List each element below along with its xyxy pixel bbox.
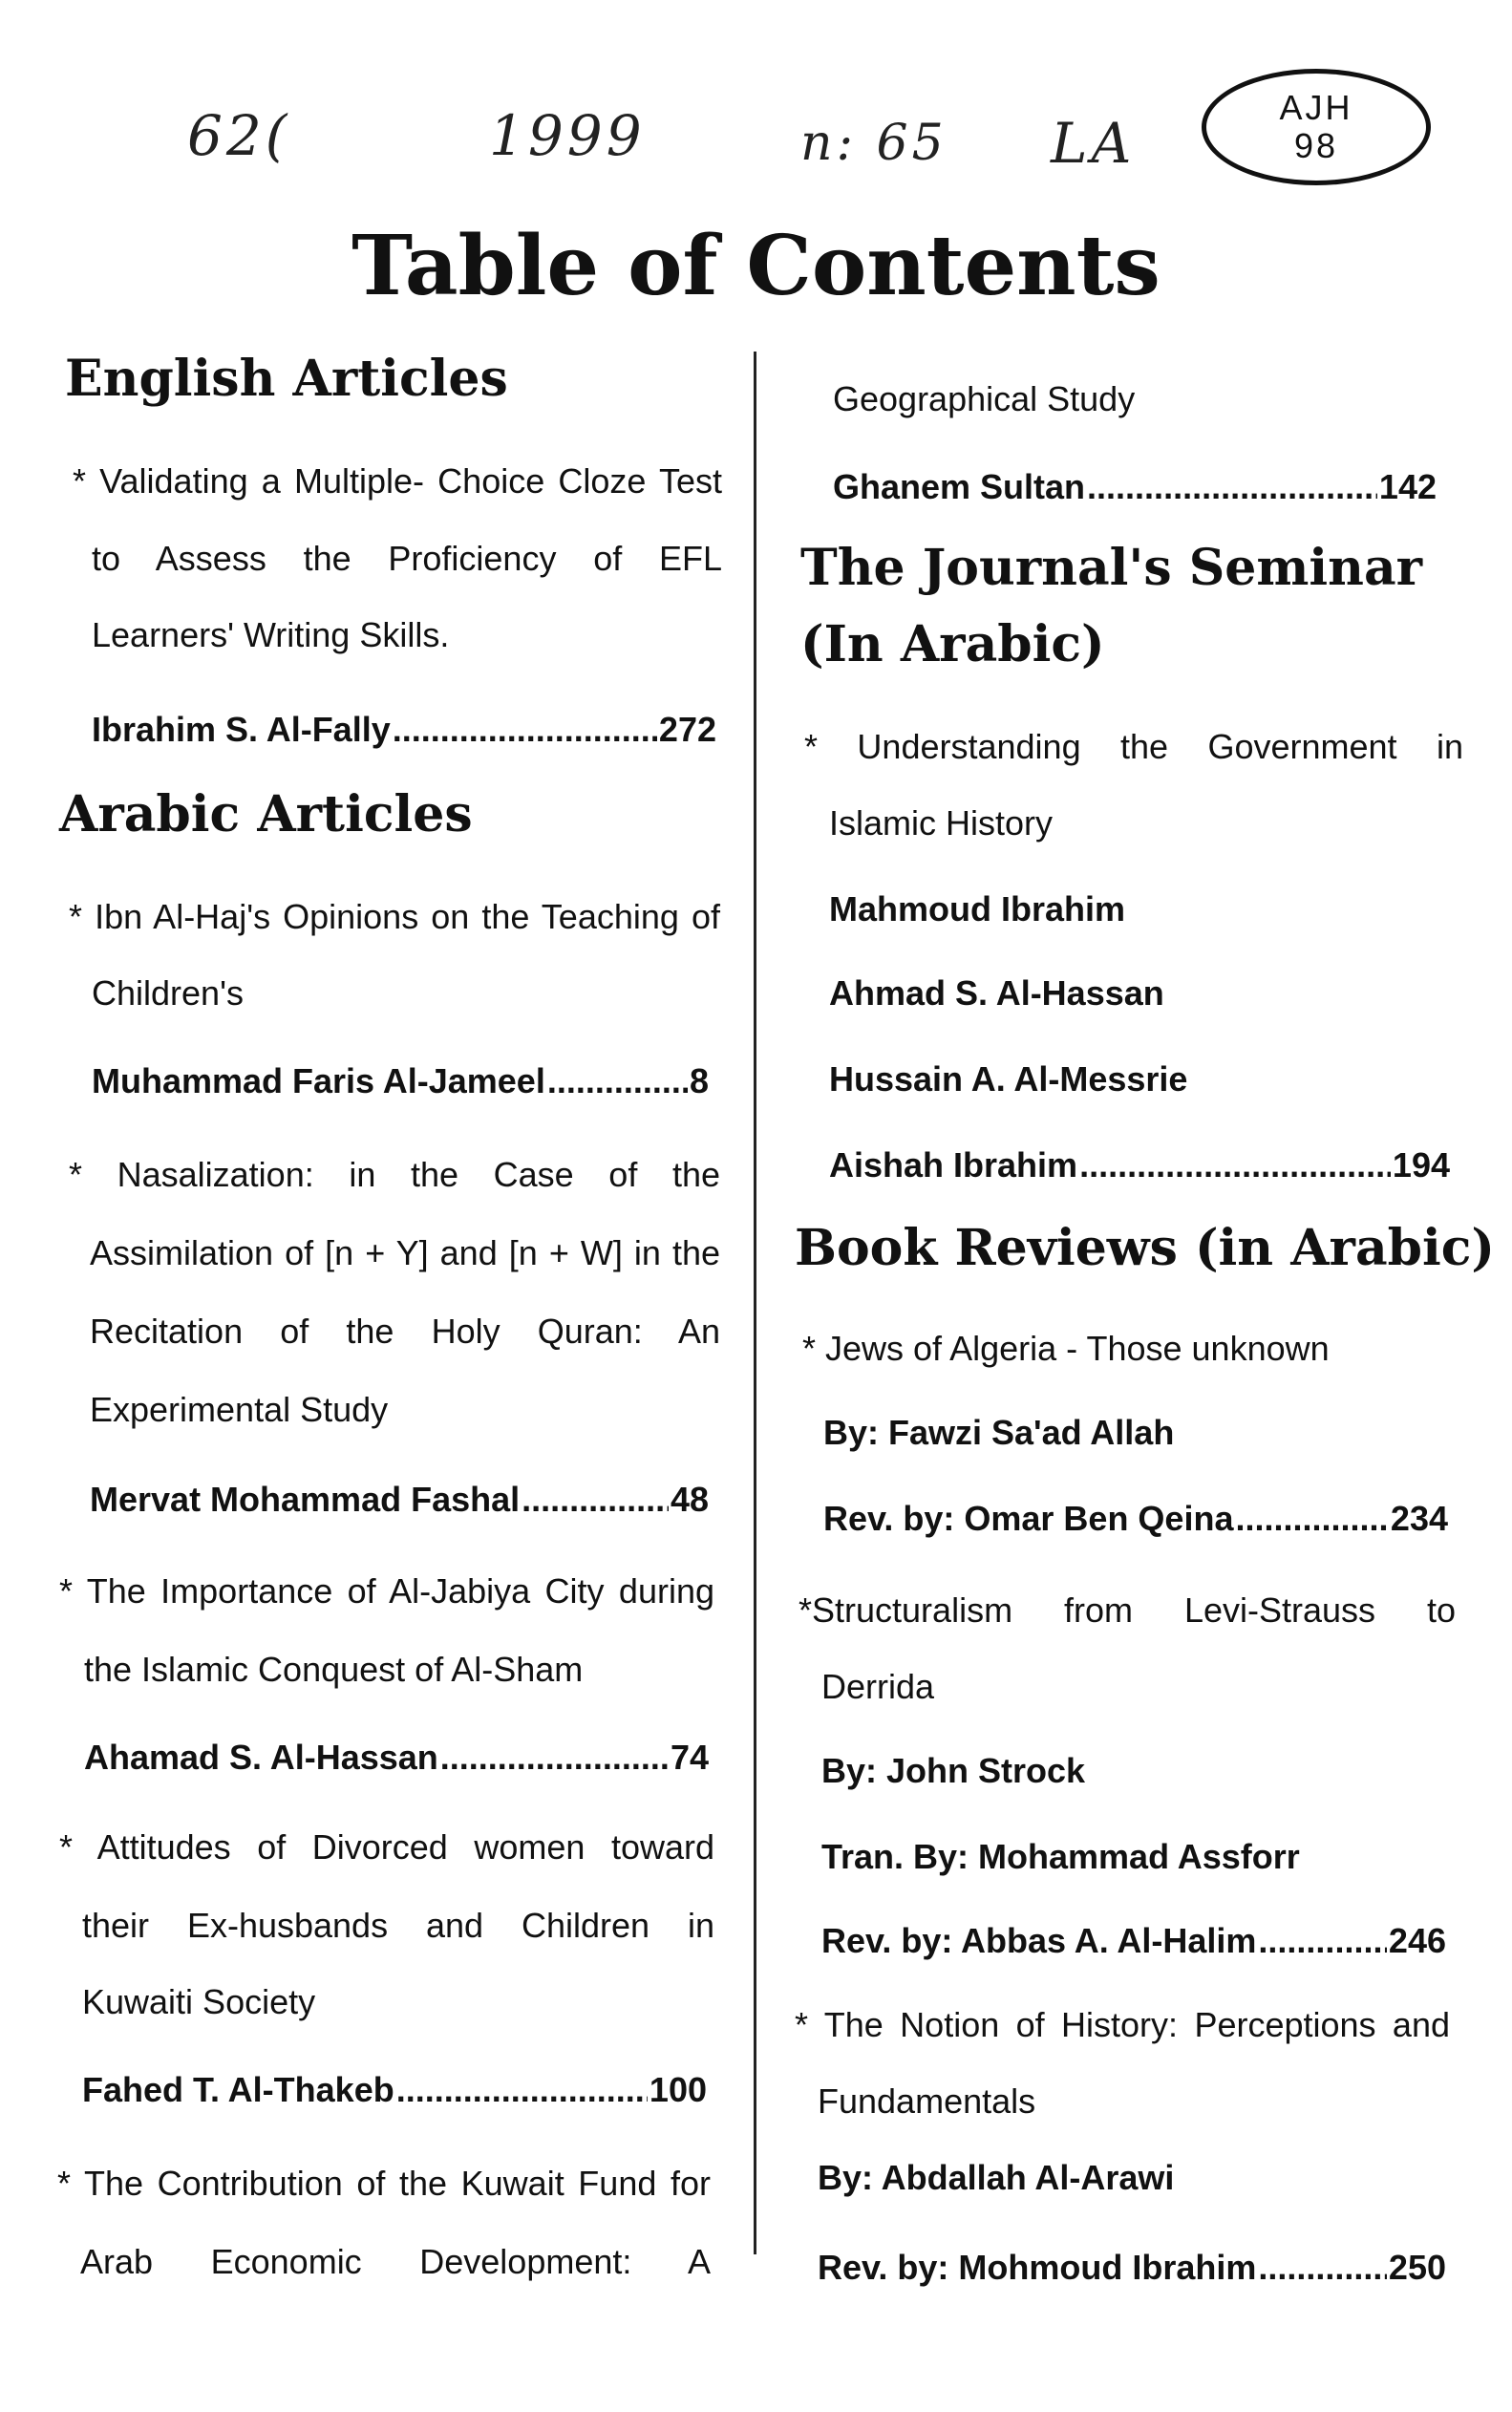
author-name: Muhammad Faris Al-Jameel [92,1061,545,1100]
toc-line: * The Contribution of the Kuwait Fund for [57,2164,711,2203]
page-number: 234 [1390,1499,1448,1538]
seminar-author: Mahmoud Ibrahim [829,889,1126,929]
toc-line: * Attitudes of Divorced women toward [59,1827,714,1867]
toc-line: Kuwaiti Society [82,1982,316,2021]
page-title: Table of Contents [351,218,1161,314]
toc-entry-author [82,2069,707,2111]
ajh-stamp [1202,69,1431,185]
leader-dots [547,1060,688,1102]
toc-line: Derrida [821,1667,935,1706]
author-name: Ahamad S. Al-Hassan [84,1738,438,1777]
leader-dots [393,709,657,751]
stamp-line-1: AJH [1279,88,1353,127]
toc-line: * Nasalization: in the Case of the [69,1155,720,1194]
seminar-author: Hussain A. Al-Messrie [829,1059,1188,1099]
toc-line: Fundamentals [818,2081,1036,2121]
handwritten-note-2: 1999 [489,103,646,168]
page-number: 74 [670,1738,709,1777]
toc-line: * The Importance of Al-Jabiya City during [59,1571,714,1611]
toc-entry-author [829,1144,1450,1186]
leader-dots [1258,1920,1387,1962]
english-articles-heading: English Articles [65,350,508,408]
author-name: Rev. by: Mohmoud Ibrahim [818,2248,1257,2287]
toc-line: * Understanding the Government in [804,727,1463,766]
toc-line: the Islamic Conquest of Al-Sham [84,1650,584,1689]
toc-line: Children's [92,973,244,1013]
review-by: By: Fawzi Sa'ad Allah [823,1413,1175,1452]
toc-entry-author [818,2247,1446,2289]
author-name: Aishah Ibrahim [829,1145,1078,1185]
toc-entry-author [84,1737,709,1779]
toc-line: * Ibn Al-Haj's Opinions on the Teaching of [69,897,720,936]
toc-line: Arab Economic Development: A [80,2242,711,2281]
toc-line: * Validating a Multiple- Choice Cloze Test [73,461,722,501]
page-number: 48 [670,1480,709,1519]
page-number: 194 [1392,1145,1450,1185]
review-by: By: John Strock [821,1751,1086,1790]
toc-line: Geographical Study [833,379,1136,418]
review-translator: Tran. By: Mohammad Assforr [821,1837,1300,1876]
stamp-line-2: 98 [1293,126,1339,165]
seminar-author: Ahmad S. Al-Hassan [829,973,1164,1013]
leader-dots [1087,466,1377,508]
toc-entry-author [823,1498,1448,1540]
author-name: Rev. by: Omar Ben Qeina [823,1499,1234,1538]
journal-seminar-heading: The Journal's Seminar [800,539,1423,597]
toc-line: Learners' Writing Skills. [92,615,450,654]
page-number: 250 [1388,2248,1446,2287]
handwritten-note-3: n: 65 [800,115,948,172]
toc-entry-author [92,1060,709,1102]
toc-line: * Jews of Algeria - Those unknown [802,1329,1330,1368]
leader-dots [440,1737,669,1779]
arabic-articles-heading: Arabic Articles [59,785,473,843]
author-name: Ibrahim S. Al-Fally [92,710,391,749]
toc-line: *Structuralism from Levi-Strauss to [799,1590,1456,1630]
author-name: Ghanem Sultan [833,467,1086,506]
handwritten-note-4: LA [1051,111,1136,176]
leader-dots [522,1479,669,1521]
toc-line: Recitation of the Holy Quran: An [90,1312,720,1351]
leader-dots [1079,1144,1391,1186]
toc-entry-author [92,709,716,751]
handwritten-note-1: 62( [187,103,291,168]
review-by: By: Abdallah Al-Arawi [818,2158,1175,2197]
toc-entry-author [833,466,1437,508]
journal-seminar-subheading: (In Arabic) [800,615,1105,673]
author-name: Rev. by: Abbas A. Al-Halim [821,1921,1257,1960]
toc-entry-author [821,1920,1446,1962]
page-number: 246 [1388,1921,1446,1960]
toc-entry-author [90,1479,709,1521]
toc-line: * The Notion of History: Perceptions and [795,2005,1450,2044]
page-number: 142 [1378,467,1437,506]
toc-line: Experimental Study [90,1390,389,1429]
toc-line: Assimilation of [n + Y] and [n + W] in the [90,1233,720,1272]
page-number: 100 [649,2070,707,2109]
toc-line: their Ex-husbands and Children in [82,1906,714,1945]
page-number: 272 [658,710,716,749]
leader-dots [1258,2247,1387,2289]
book-reviews-heading: Book Reviews (in Arabic) [795,1219,1496,1277]
toc-line: Islamic History [829,803,1054,843]
leader-dots [396,2069,648,2111]
column-divider [754,352,756,2254]
author-name: Mervat Mohammad Fashal [90,1480,521,1519]
leader-dots [1235,1498,1388,1540]
author-name: Fahed T. Al-Thakeb [82,2070,394,2109]
page-number: 8 [689,1061,709,1100]
toc-line: to Assess the Proficiency of EFL [92,539,722,578]
